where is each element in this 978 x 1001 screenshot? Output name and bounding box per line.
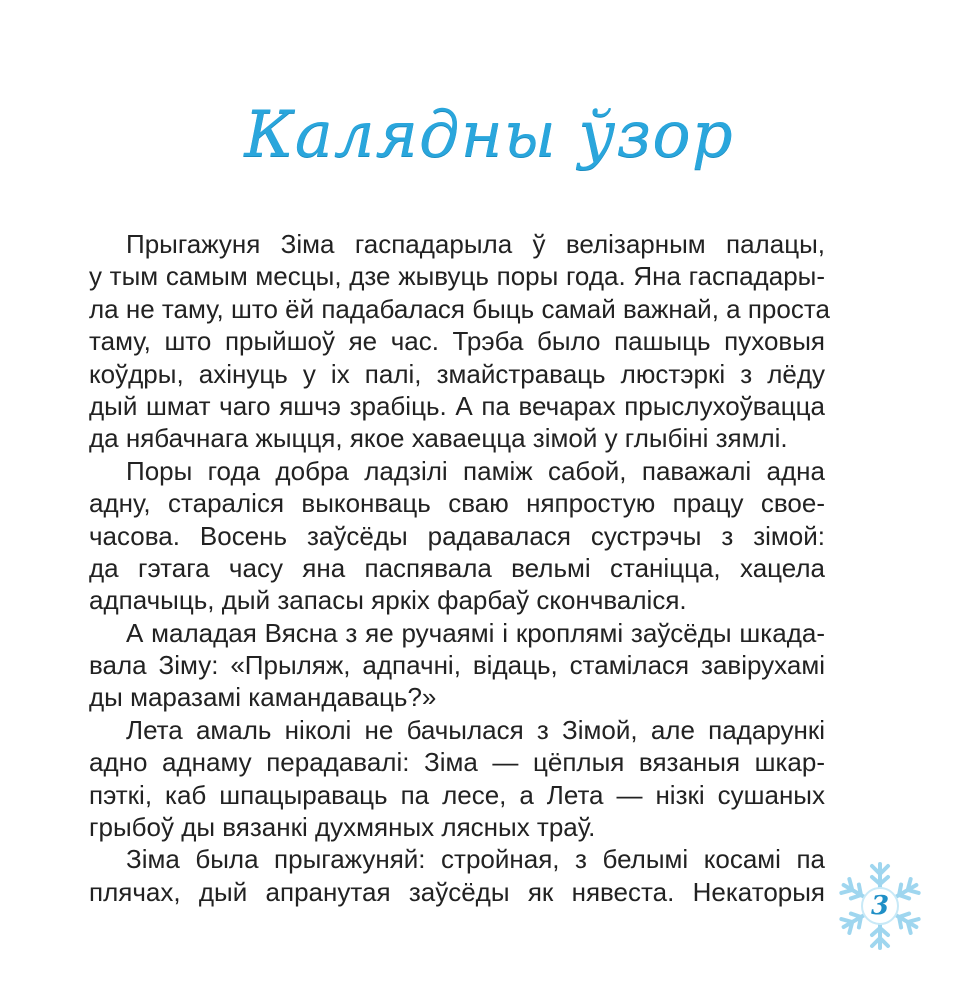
- text-line: у тым самым месцы, дзе жывуць поры года. Яна гаспадары-: [89, 261, 825, 292]
- text-line: Лета амаль ніколі не бачылася з Зімой, але падарункі: [126, 714, 825, 745]
- text-line: грыбоў ды вязанкі духмяных лясных траў.: [89, 812, 596, 843]
- chapter-title: Калядны ўзор: [244, 98, 734, 172]
- text-line: дый шмат чаго яшчэ зрабіць. А па вечарах прыслухоўвацца: [89, 390, 825, 421]
- text-line: да гэтага часу яна паспявала вельмі станіцца, хацела: [89, 552, 825, 583]
- text-line: Поры года добра ладзілі паміж сабой, паважалі адна: [126, 455, 825, 486]
- text-line: адно аднаму перадавалі: Зіма — цёплыя вязаныя шкар-: [89, 747, 825, 778]
- text-line: часова. Восень заўсёды радавалася сустрэчы з зімой:: [89, 520, 825, 551]
- text-line: адпачыць, дый запасы яркіх фарбаў скончваліся.: [89, 585, 687, 616]
- text-line: Зіма была прыгажуняй: стройная, з белымі косамі па: [126, 844, 825, 875]
- page-number-badge: [832, 858, 928, 954]
- text-line: плячах, дый апранутая заўсёды як нявеста. Некаторыя: [89, 876, 825, 907]
- text-line: адну, стараліся выконваць сваю няпростую працу свое-: [89, 488, 825, 519]
- text-line: ла не таму, што ёй падабалася быць самай важнай, а проста: [89, 293, 830, 324]
- text-line: вала Зіму: «Прыляж, адпачні, відаць, стамілася завірухамі: [89, 650, 825, 681]
- text-line: ды маразамі камандаваць?»: [89, 682, 437, 713]
- body-text: [89, 228, 830, 908]
- text-line: Прыгажуня Зіма гаспадарыла ў велізарным палацы,: [126, 229, 825, 259]
- text-line: таму, што прыйшоў яе час. Трэба было пашыць пуховыя: [89, 326, 825, 357]
- page-number: 3: [870, 891, 890, 921]
- text-line: А маладая Вясна з яе ручаямі і кроплямі заўсёды шкада-: [126, 617, 825, 648]
- text-line: пэткі, каб шпацыраваць па лесе, а Лета — нізкі сушаных: [89, 779, 825, 810]
- text-line: да нябачнага жыцця, якое хаваецца зімой у глыбіні зямлі.: [89, 423, 788, 454]
- text-line: коўдры, ахінуць у іх палі, змайстраваць люстэркі з лёду: [89, 358, 825, 389]
